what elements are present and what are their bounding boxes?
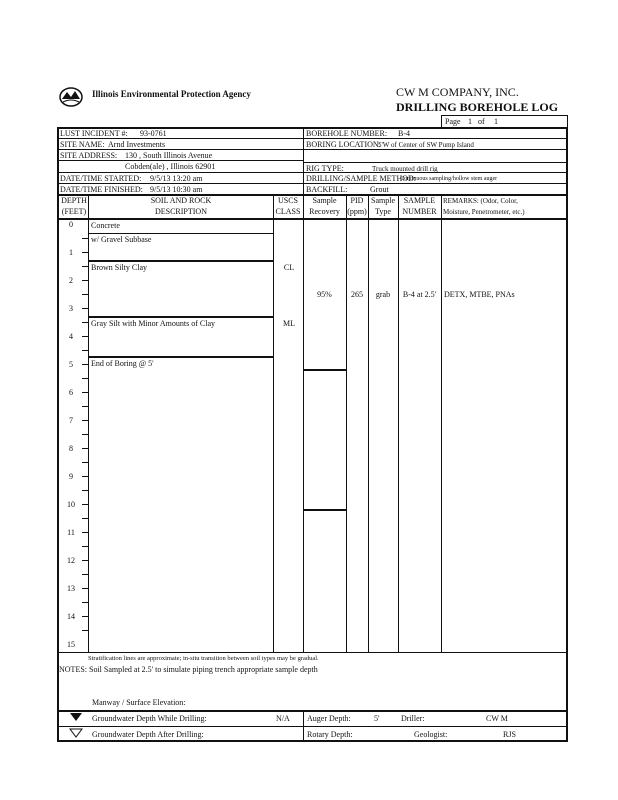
frame-bottom (57, 740, 568, 742)
depth-14: 14 (67, 612, 75, 621)
header-bottom-rule (57, 218, 568, 220)
layer-boundary (88, 233, 274, 234)
geologist-value: RJS (503, 730, 516, 739)
col-type-1: Sample (371, 196, 395, 205)
depth-13: 13 (67, 584, 75, 593)
depth-15: 15 (67, 640, 75, 649)
uscs-cl: CL (283, 263, 295, 272)
depth-1: 1 (69, 248, 73, 257)
layer-boundary (88, 316, 274, 318)
col-recovery-2: Recovery (309, 207, 340, 216)
col-pid-1: PID (350, 196, 364, 205)
gw-while-label: Groundwater Depth While Drilling: (92, 714, 207, 723)
date-started-label: DATE/TIME STARTED: (60, 174, 142, 183)
depth-11: 11 (67, 528, 75, 537)
col-line-number (441, 194, 442, 652)
driller-label: Driller: (401, 714, 425, 723)
backfill-label: BACKFILL: (306, 185, 348, 194)
page-total: 1 (494, 117, 498, 126)
sample-number: B-4 at 2.5' (402, 290, 437, 299)
depth-2: 2 (69, 276, 73, 285)
sample-interval-line (303, 509, 347, 511)
site-name-value: Arnd Investments (108, 140, 166, 149)
layer-end-of-boring: End of Boring @ 5' (91, 359, 154, 368)
agency-name: Illinois Environmental Protection Agency (92, 89, 251, 99)
col-pid-2: (ppm) (347, 207, 367, 216)
method-value: Continuous sampling/hollow stem auger (400, 176, 498, 182)
col-line-pid (368, 194, 369, 652)
col-depth-1: DEPTH (61, 196, 87, 205)
log-title: DRILLING BOREHOLE LOG (396, 100, 559, 114)
col-line-depth (88, 194, 89, 652)
col-line-type (398, 194, 399, 652)
layer-gray-silt: Gray Silt with Minor Amounts of Clay (91, 319, 215, 328)
footer-top-rule (57, 710, 568, 712)
col-line-uscs (303, 194, 304, 652)
depth-7: 7 (69, 416, 73, 425)
depth-0: 0 (69, 220, 73, 229)
site-address-line2: Cobden(ale) , Illinois 62901 (125, 162, 216, 171)
method-label: DRILLING/SAMPLE METHOD: (306, 174, 416, 183)
notes: NOTES: Soil Sampled at 2.5' to simulate piping trench appropriate sample depth (59, 665, 318, 674)
borehole-number-value: B-4 (398, 129, 410, 138)
depth-12: 12 (67, 556, 75, 565)
incident-value: 93-0761 (140, 129, 167, 138)
layer-concrete: Concrete (91, 221, 120, 230)
borehole-number-label: BOREHOLE NUMBER: (306, 129, 388, 138)
page-number: 1 (468, 117, 472, 126)
backfill-value: Grout (370, 185, 389, 194)
sample-type: grab (375, 290, 391, 299)
layer-boundary (88, 356, 274, 358)
depth-6: 6 (69, 388, 73, 397)
date-finished-value: 9/5/13 10:30 am (150, 185, 203, 194)
col-uscs-1: USCS (277, 196, 298, 205)
page-of-label: of (478, 117, 485, 126)
col-recovery-1: Sample (312, 196, 337, 205)
col-uscs-2: CLASS (275, 207, 301, 216)
iepa-logo-icon (58, 86, 84, 108)
sample-remarks: DETX, MTBE, PNAs (444, 290, 515, 299)
col-remarks-1: REMARKS: (Odor, Color, (443, 197, 518, 205)
layer-gravel-subbase: w/ Gravel Subbase (91, 235, 152, 244)
footer-mid-rule (57, 726, 567, 727)
date-started-value: 9/5/13 13:20 am (150, 174, 203, 183)
date-finished-label: DATE/TIME FINISHED: (60, 185, 143, 194)
groundwater-open-icon (69, 728, 83, 738)
rotary-label: Rotary Depth: (307, 730, 353, 739)
boring-location-label: BORING LOCATION: (306, 140, 381, 149)
manway-label: Manway / Surface Elevation: (92, 698, 186, 707)
log-bottom-rule (57, 652, 567, 653)
col-soil-2: DESCRIPTION (154, 207, 207, 216)
groundwater-filled-icon (70, 713, 82, 721)
rig-type-label: RIG TYPE: (306, 164, 344, 173)
sample-recovery: 95% (317, 290, 332, 299)
driller-value: CW M (486, 714, 508, 723)
sample-interval-line (303, 369, 347, 371)
boring-location-value: 5'W of Center of SW Pump Island (378, 141, 474, 149)
footnote: Stratification lines are approximate; in-situ transition between soil types may be gradual. (88, 655, 319, 662)
col-number-1: SAMPLE (403, 196, 436, 205)
page-label: Page (445, 117, 461, 126)
site-name-label: SITE NAME: (60, 140, 105, 149)
incident-label: LUST INCIDENT #: (60, 129, 128, 138)
company-name: CW M COMPANY, INC. (396, 85, 519, 99)
col-soil-1: SOIL AND ROCK (150, 196, 212, 205)
layer-silty-clay: Brown Silty Clay (91, 263, 148, 272)
depth-9: 9 (69, 472, 73, 481)
auger-label: Auger Depth: (307, 714, 351, 723)
gw-after-label: Groundwater Depth After Drilling: (92, 730, 204, 739)
layer-boundary (88, 260, 274, 262)
site-address-label: SITE ADDRESS: (60, 151, 118, 160)
rig-type-value: Truck mounted drill rig (372, 165, 438, 173)
site-address-line1: 130 , South Illinois Avenue (125, 151, 213, 160)
depth-4: 4 (69, 332, 73, 341)
col-type-2: Type (375, 207, 391, 216)
col-line-soil (273, 194, 274, 652)
sample-pid: 265 (351, 290, 363, 299)
uscs-ml: ML (283, 319, 295, 328)
geologist-label: Geologist: (414, 730, 448, 739)
depth-8: 8 (69, 444, 73, 453)
gw-while-value: N/A (276, 714, 290, 723)
col-remarks-2: Moisture, Penetrometer, etc.) (443, 208, 525, 216)
depth-10: 10 (67, 500, 75, 509)
col-number-2: NUMBER (402, 207, 437, 216)
depth-3: 3 (69, 304, 73, 313)
col-line-recovery (346, 194, 347, 652)
col-depth-2: (FEET) (61, 207, 87, 216)
depth-5: 5 (69, 360, 73, 369)
auger-value: 5' (374, 714, 380, 723)
